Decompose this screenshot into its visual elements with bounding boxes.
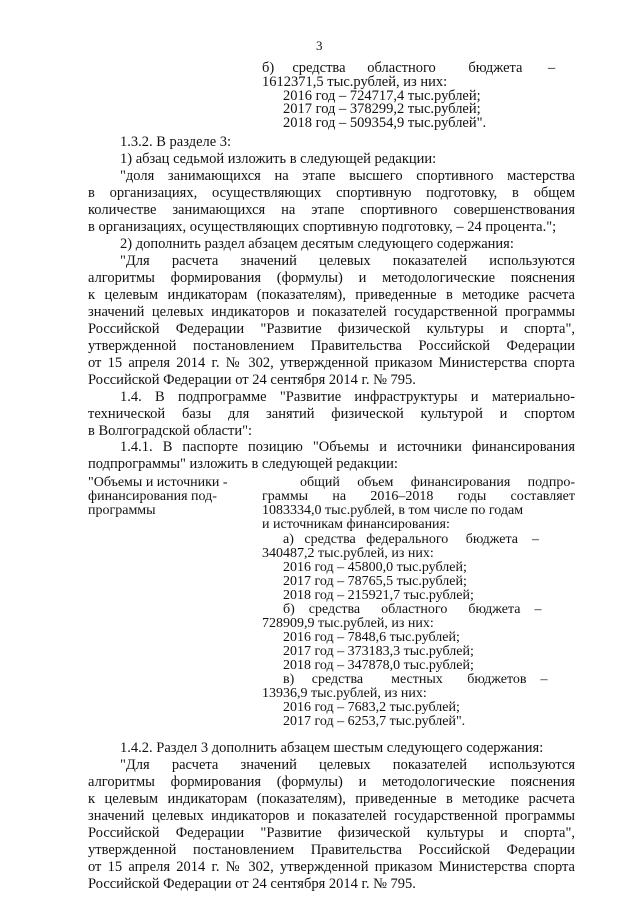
local-budget-year: 2016 год – 7683,2 тыс.рублей; xyxy=(283,700,460,715)
local-budget-heading: в) средства местных бюджетов – xyxy=(283,672,548,687)
top-block-line-4: 2017 год – 378299,2 тыс.рублей; xyxy=(283,101,481,117)
table-total-line: и источникам финансирования: xyxy=(262,517,450,532)
section-1-3-2-item-2: 2) дополнить раздел абзацем десятым следующего содержания: xyxy=(120,236,514,252)
federal-budget-total: 340487,2 тыс.рублей, из них: xyxy=(262,546,434,561)
quote-3-line: к целевым индикаторам (показателям), приведенные в методике расчета xyxy=(88,791,575,807)
quote-3-line: алгоритмы формирования (формулы) и методологические пояснения xyxy=(88,774,575,790)
section-1-3-2-heading: 1.3.2. В разделе 3: xyxy=(120,134,232,150)
page-number: 3 xyxy=(316,38,323,53)
top-block-line-3: 2016 год – 724717,4 тыс.рублей; xyxy=(283,88,481,104)
table-total-line: граммы на 2016–2018 годы составляет xyxy=(262,489,575,504)
quote-1-line: в организациях, осуществляющих спортивную подготовку, в общем xyxy=(88,185,575,201)
top-block-line-2: 1612371,5 тыс.рублей, из них: xyxy=(262,74,448,90)
quote-3-line: утвержденной постановлением Правительства Российской Федерации xyxy=(88,842,575,858)
table-left-line: финансирования под- xyxy=(88,489,217,504)
local-budget-total: 13936,9 тыс.рублей, из них: xyxy=(262,686,427,701)
top-block-line-5: 2018 год – 509354,9 тыс.рублей". xyxy=(283,115,487,131)
quote-1-line: "доля занимающихся на этапе высшего спортивного мастерства xyxy=(120,168,575,184)
federal-budget-year: 2016 год – 45800,0 тыс.рублей; xyxy=(283,560,467,575)
quote-3-line: "Для расчета значений целевых показателей используются xyxy=(120,757,575,773)
quote-1-line: в организациях, осуществляющих спортивную подготовку, – 24 процента."; xyxy=(88,219,557,235)
quote-3-line: Российской Федерации от 24 сентября 2014 г. № 795. xyxy=(88,876,416,892)
regional-budget-year: 2017 год – 373183,3 тыс.рублей; xyxy=(283,644,474,659)
quote-2-line: "Для расчета значений целевых показателей используются xyxy=(120,253,575,269)
regional-budget-total: 728909,9 тыс.рублей, из них: xyxy=(262,616,434,631)
section-1-4-1-line: 1.4.1. В паспорте позицию "Объемы и источники финансирования xyxy=(120,439,575,455)
section-1-4-line: в Волгоградской области": xyxy=(88,423,253,439)
quote-3-line: от 15 апреля 2014 г. № 302, утвержденной приказом Министерства спорта xyxy=(88,859,575,875)
table-left-line: "Объемы и источники - xyxy=(88,475,228,490)
quote-2-line: Российской Федерации от 24 сентября 2014 г. № 795. xyxy=(88,372,416,388)
quote-1-line: количестве занимающихся на этапе спортивного совершенствования xyxy=(88,202,575,218)
quote-3-line: значений целевых индикаторов и показателей государственной программы xyxy=(88,808,575,824)
section-1-4-line: технической базы для занятий физической культурой и спортом xyxy=(88,406,575,422)
regional-budget-year: 2018 год – 347878,0 тыс.рублей; xyxy=(283,658,474,673)
quote-2-line: Российской Федерации "Развитие физической культуры и спорта", xyxy=(88,321,575,337)
quote-2-line: значений целевых индикаторов и показателей государственной программы xyxy=(88,304,575,320)
table-total-line: 1083334,0 тыс.рублей, в том числе по годам xyxy=(262,503,524,518)
top-block-line-1: б) средства областного бюджета – xyxy=(262,60,556,76)
section-1-4-2-heading: 1.4.2. Раздел 3 дополнить абзацем шестым следующего содержания: xyxy=(120,740,544,756)
quote-2-line: к целевым индикаторам (показателям), приведенные в методике расчета xyxy=(88,287,575,303)
federal-budget-year: 2017 год – 78765,5 тыс.рублей; xyxy=(283,574,467,589)
federal-budget-year: 2018 год – 215921,7 тыс.рублей; xyxy=(283,588,474,603)
quote-2-line: от 15 апреля 2014 г. № 302, утвержденной приказом Министерства спорта xyxy=(88,355,575,371)
section-1-3-2-item-1: 1) абзац седьмой изложить в следующей редакции: xyxy=(120,151,437,167)
section-1-4-line: 1.4. В подпрограмме "Развитие инфраструктуры и материально- xyxy=(120,389,575,405)
regional-budget-year: 2016 год – 7848,6 тыс.рублей; xyxy=(283,630,460,645)
local-budget-year: 2017 год – 6253,7 тыс.рублей". xyxy=(283,714,466,729)
regional-budget-heading: б) средства областного бюджета – xyxy=(283,602,542,617)
quote-2-line: алгоритмы формирования (формулы) и методологические пояснения xyxy=(88,270,575,286)
section-1-4-1-line: подпрограммы" изложить в следующей редакции: xyxy=(88,456,398,472)
table-left-line: программы xyxy=(88,503,156,518)
federal-budget-heading: а) средства федерального бюджета – xyxy=(283,532,539,547)
quote-2-line: утвержденной постановлением Правительства Российской Федерации xyxy=(88,338,575,354)
table-total-line: общий объем финансирования подпро- xyxy=(300,475,575,490)
quote-3-line: Российской Федерации "Развитие физической культуры и спорта", xyxy=(88,825,575,841)
